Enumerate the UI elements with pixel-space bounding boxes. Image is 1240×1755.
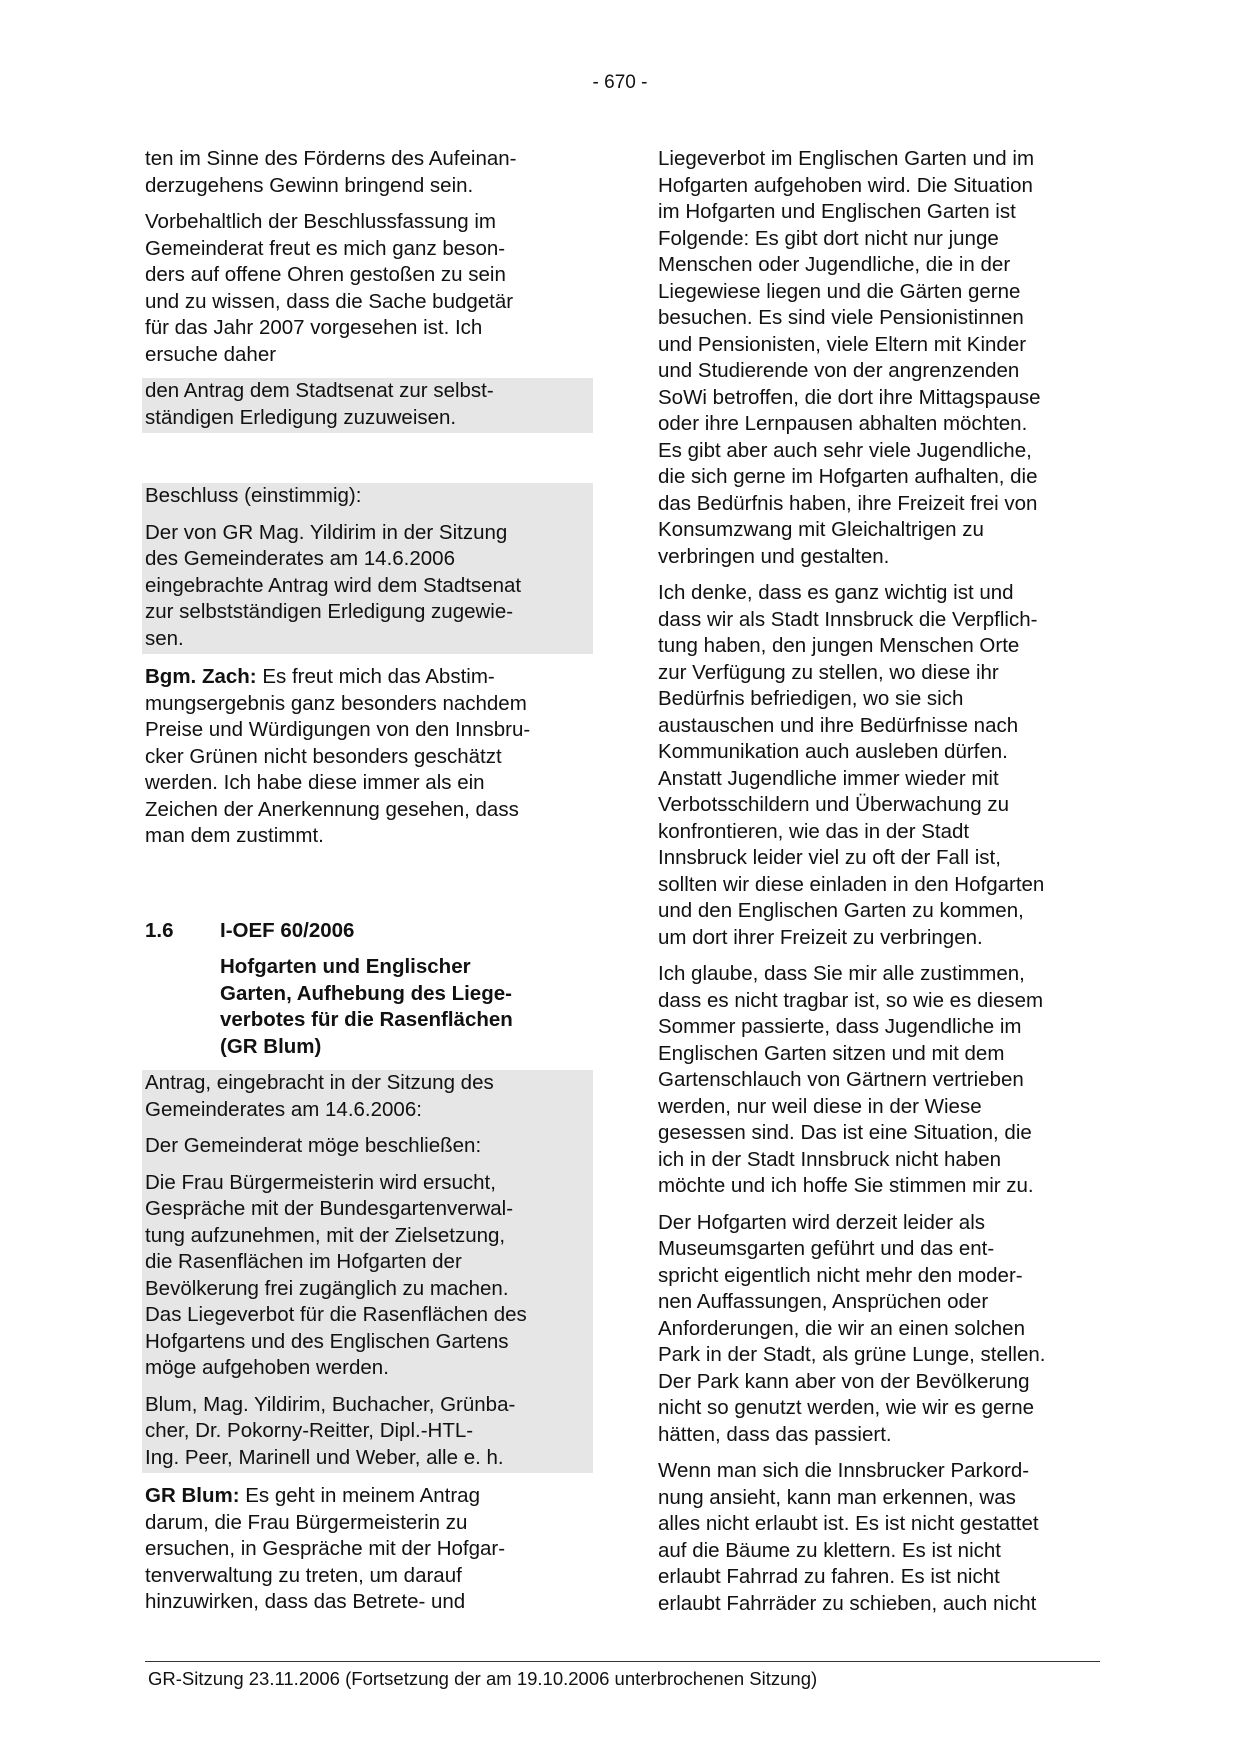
motion-formula: Der Gemeinderat möge beschließen: xyxy=(145,1134,482,1157)
left-paragraph-2: Vorbehaltlich der Beschlussfassung im Gemeinderat freut es mich ganz beson- ders auf offene Ohren gestoßen zu sein und zu wissen, dass die Sache budgetär für das Jahr 2007 vorgesehen ist. Ich ersuche daher xyxy=(145,210,514,366)
speaker-text-zach: Es freut mich das Abstim- mungsergebnis ganz besonders nachdem Preise und Würdigungen von den Innsbru- cker Grünen nicht besonders geschätzt werden. Ich habe diese immer als ein Zeichen der Anerkennung gesehen, dass man dem zustimmt. xyxy=(145,665,531,847)
right-paragraph-3: Ich glaube, dass Sie mir alle zustimmen, dass es nicht tragbar ist, so wie es diesem Sommer passierte, dass Jugendliche im Englischen Garten sitzen und mit dem Gartenschlauch von Gärtnern vertrieben werden, nur weil diese in der Wiese gesessen sind. Das ist eine Situation, die ich in der Stadt Innsbruck nicht haben möchte und ich hoffe Sie stimmen mir zu. xyxy=(658,962,1044,1197)
resolution-label: Beschluss (einstimmig): xyxy=(145,484,362,507)
section-code: I-OEF 60/2006 xyxy=(220,918,355,942)
motion-signers: Blum, Mag. Yildirim, Buchacher, Grünba- cher, Dr. Pokorny-Reitter, Dipl.-HTL- Ing. Peer, Marinell und Weber, alle e. h. xyxy=(145,1392,516,1469)
footer-text: GR-Sitzung 23.11.2006 (Fortsetzung der am 19.10.2006 unterbrochenen Sitzung) xyxy=(148,1668,818,1689)
right-paragraph-2: Ich denke, dass es ganz wichtig ist und dass wir als Stadt Innsbruck die Verpflich- tung haben, den jungen Menschen Orte zur Verfügung zu stellen, wo diese ihr Bedürfnis befriedigen, wo sie sich austauschen und ihre Bedürfnisse nach Kommunikation auch ausleben dürfen. Anstatt Jugendliche immer wieder mit Verbotsschildern und Überwachung zu konfrontieren, wie das in der Stadt Innsbruck leider viel zu oft der Fall ist, sollten wir diese einladen in den Hofgarten und den Englischen Garten zu kommen, um dort ihrer Freizeit zu verbringen. xyxy=(658,581,1045,949)
footer-divider xyxy=(145,1661,1100,1662)
motion-text: Die Frau Bürgermeisterin wird ersucht, Gespräche mit der Bundesgartenverwal- tung aufzunehmen, mit der Zielsetzung, die Rasenflächen im Hofgarten der Bevölkerung frei zugänglich zu machen. Das Liegeverbot für die Rasenflächen des Hofgartens und des Englischen Gartens möge aufgehoben werden. xyxy=(145,1170,527,1379)
right-paragraph-4: Der Hofgarten wird derzeit leider als Museumsgarten geführt und das ent- spricht eigentlich nicht mehr den moder- nen Auffassungen, Ansprüchen oder Anforderungen, die wir an einen solchen Park in der Stadt, als grüne Lunge, stellen. Der Park kann aber von der Bevölkerung nicht so genutzt werden, wie wir es gerne hätten, dass das passiert. xyxy=(658,1210,1046,1446)
left-column xyxy=(145,146,590,1626)
right-paragraph-5: Wenn man sich die Innsbrucker Parkord- nung ansieht, kann man erkennen, was alles nicht erlaubt ist. Es ist nicht gestattet auf die Bäume zu klettern. Es ist nicht erlaubt Fahrrad zu fahren. Es ist nicht erlaubt Fahrräder zu schieben, auch nicht xyxy=(658,1459,1039,1615)
speaker-statement-blum xyxy=(145,1483,590,1616)
speaker-name-blum: GR Blum: xyxy=(145,1484,240,1507)
section-title: Hofgarten und Englischer Garten, Aufhebung des Liege- verbotes für die Rasenflächen (GR Blum) xyxy=(220,955,513,1058)
section-number: 1.6 xyxy=(145,918,174,942)
motion-block xyxy=(142,1070,593,1473)
left-paragraph-1: ten im Sinne des Förderns des Aufeinan- derzugehens Gewinn bringend sein. xyxy=(145,147,517,197)
speaker-text-blum: Es geht in meinem Antrag darum, die Frau Bürgermeisterin zu ersuchen, in Gespräche mit der Hofgar- tenverwaltung zu treten, um darauf hinzuwirken, dass das Betrete- und xyxy=(145,1484,506,1613)
right-column xyxy=(658,146,1108,1627)
shaded-request-block xyxy=(142,378,593,433)
right-paragraph-1: Liegeverbot im Englischen Garten und im Hofgarten aufgehoben wird. Die Situation im Hofgarten und Englischen Garten ist Folgende: Es gibt dort nicht nur junge Menschen oder Jugendliche, die in der Liegewiese liegen und die Gärten gerne besuchen. Es sind viele Pensionistinnen und Pensionisten, viele Eltern mit Kinder und Studierende von der angrenzenden SoWi betroffen, die dort ihre Mittagspause oder ihre Lernpausen abhalten möchten. Es gibt aber auch sehr viele Jugendliche, die sich gerne im Hofgarten aufhalten, die das Bedürfnis haben, ihre Freizeit frei von Konsumzwang mit Gleichaltrigen zu verbringen und gestalten. xyxy=(658,147,1041,568)
motion-intro: Antrag, eingebracht in der Sitzung des Gemeinderates am 14.6.2006: xyxy=(145,1071,494,1121)
resolution-text: Der von GR Mag. Yildirim in der Sitzung des Gemeinderates am 14.6.2006 eingebrachte Antrag wird dem Stadtsenat zur selbstständigen Erledigung zugewie- sen. xyxy=(145,520,522,650)
shaded-request-text: den Antrag dem Stadtsenat zur selbst- ständigen Erledigung zuzuweisen. xyxy=(145,379,494,429)
speaker-name-zach: Bgm. Zach: xyxy=(145,665,257,688)
speaker-statement-zach xyxy=(145,664,590,850)
resolution-block xyxy=(142,483,593,654)
page-number: - 670 - xyxy=(592,72,648,93)
section-heading xyxy=(145,918,590,945)
